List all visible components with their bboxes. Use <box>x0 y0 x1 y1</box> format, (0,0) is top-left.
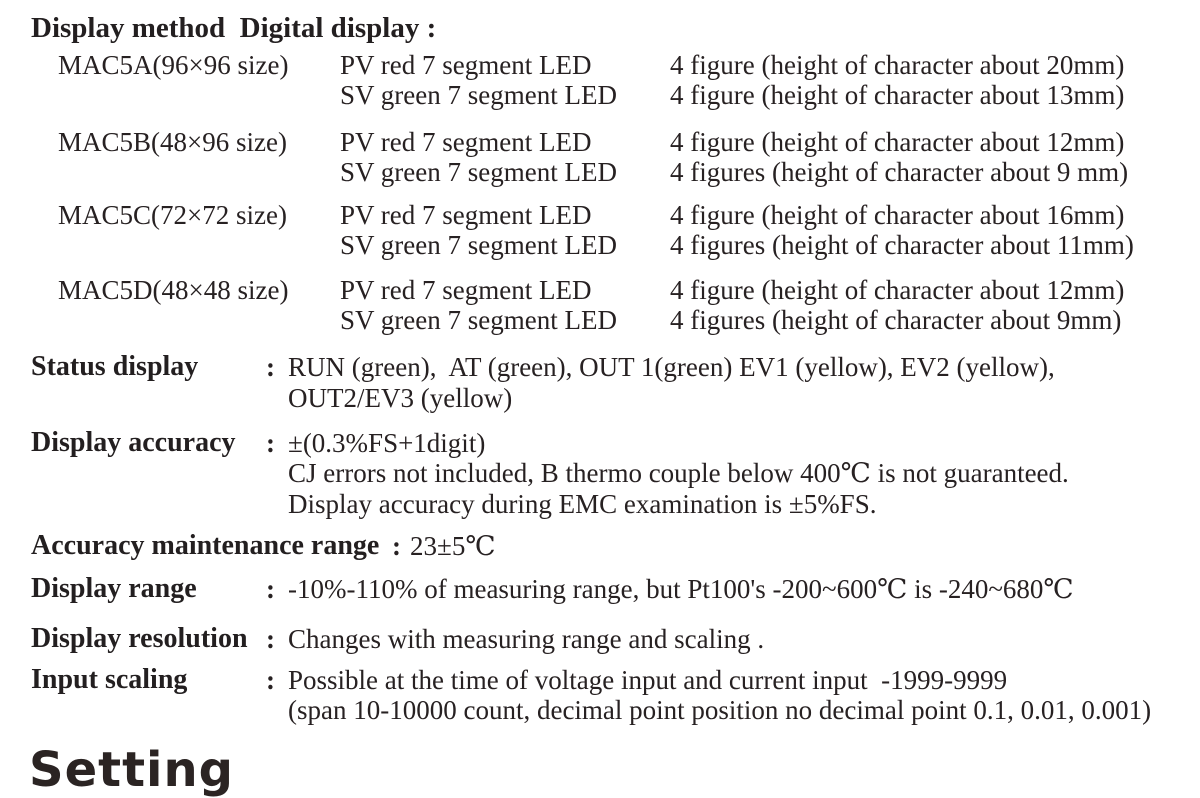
mac5a-pv-figure: 4 figure (height of character about 20mm) <box>670 50 1125 80</box>
mac5c-model-name: MAC5C(72×72 size) <box>58 200 287 230</box>
status-display-label: Status display <box>31 351 199 382</box>
display-range-line: -10%-110% of measuring range, but Pt100's -200~600℃ is -240~680℃ <box>288 574 1074 604</box>
mac5d-pv-type: PV red 7 segment LED <box>340 275 592 305</box>
spec-colon: : <box>266 624 275 654</box>
mac5c-sv-type: SV green 7 segment LED <box>340 230 617 260</box>
mac5d-sv-type: SV green 7 segment LED <box>340 305 617 335</box>
display-resolution-label: Display resolution <box>31 623 248 654</box>
mac5d-model-name: MAC5D(48×48 size) <box>58 275 289 305</box>
spec-colon: : <box>266 574 275 604</box>
status-display-line: OUT2/EV3 (yellow) <box>288 383 513 413</box>
status-display-line: RUN (green), AT (green), OUT 1(green) EV1 (yellow), EV2 (yellow), <box>288 352 1055 382</box>
mac5c-pv-figure: 4 figure (height of character about 16mm) <box>670 200 1125 230</box>
mac5b-sv-figure: 4 figures (height of character about 9 mm) <box>670 157 1129 187</box>
accuracy-maintenance-range-label: Accuracy maintenance range <box>31 530 380 561</box>
display-accuracy-line: CJ errors not included, B thermo couple below 400℃ is not guaranteed. <box>288 458 1069 488</box>
mac5a-sv-type: SV green 7 segment LED <box>340 80 617 110</box>
input-scaling-line: (span 10-10000 count, decimal point position no decimal point 0.1, 0.01, 0.001) <box>288 695 1152 725</box>
mac5d-sv-figure: 4 figures (height of character about 9mm) <box>670 305 1122 335</box>
input-scaling-line: Possible at the time of voltage input and current input -1999-9999 <box>288 665 1008 695</box>
spec-colon: : <box>266 352 275 382</box>
display-resolution-line: Changes with measuring range and scaling . <box>288 624 765 654</box>
mac5a-sv-figure: 4 figure (height of character about 13mm) <box>670 80 1125 110</box>
mac5b-pv-type: PV red 7 segment LED <box>340 127 592 157</box>
spec-colon: : <box>392 531 401 561</box>
spec-colon: : <box>266 665 275 695</box>
display-accuracy-label: Display accuracy <box>31 427 236 458</box>
mac5b-pv-figure: 4 figure (height of character about 12mm) <box>670 127 1125 157</box>
display-accuracy-line: ±(0.3%FS+1digit) <box>288 428 486 458</box>
mac5a-model-name: MAC5A(96×96 size) <box>58 50 289 80</box>
setting-section-heading: Setting <box>29 742 234 798</box>
input-scaling-label: Input scaling <box>31 664 188 695</box>
display-method-heading: Display method Digital display : <box>31 12 437 44</box>
display-accuracy-line: Display accuracy during EMC examination is ±5%FS. <box>288 489 877 519</box>
display-range-label: Display range <box>31 573 197 604</box>
mac5a-pv-type: PV red 7 segment LED <box>340 50 592 80</box>
accuracy-maintenance-range-line: 23±5℃ <box>410 531 496 561</box>
mac5c-pv-type: PV red 7 segment LED <box>340 200 592 230</box>
spec-colon: : <box>266 428 275 458</box>
mac5d-pv-figure: 4 figure (height of character about 12mm) <box>670 275 1125 305</box>
mac5b-model-name: MAC5B(48×96 size) <box>58 127 287 157</box>
mac5c-sv-figure: 4 figures (height of character about 11mm) <box>670 230 1134 260</box>
mac5b-sv-type: SV green 7 segment LED <box>340 157 617 187</box>
